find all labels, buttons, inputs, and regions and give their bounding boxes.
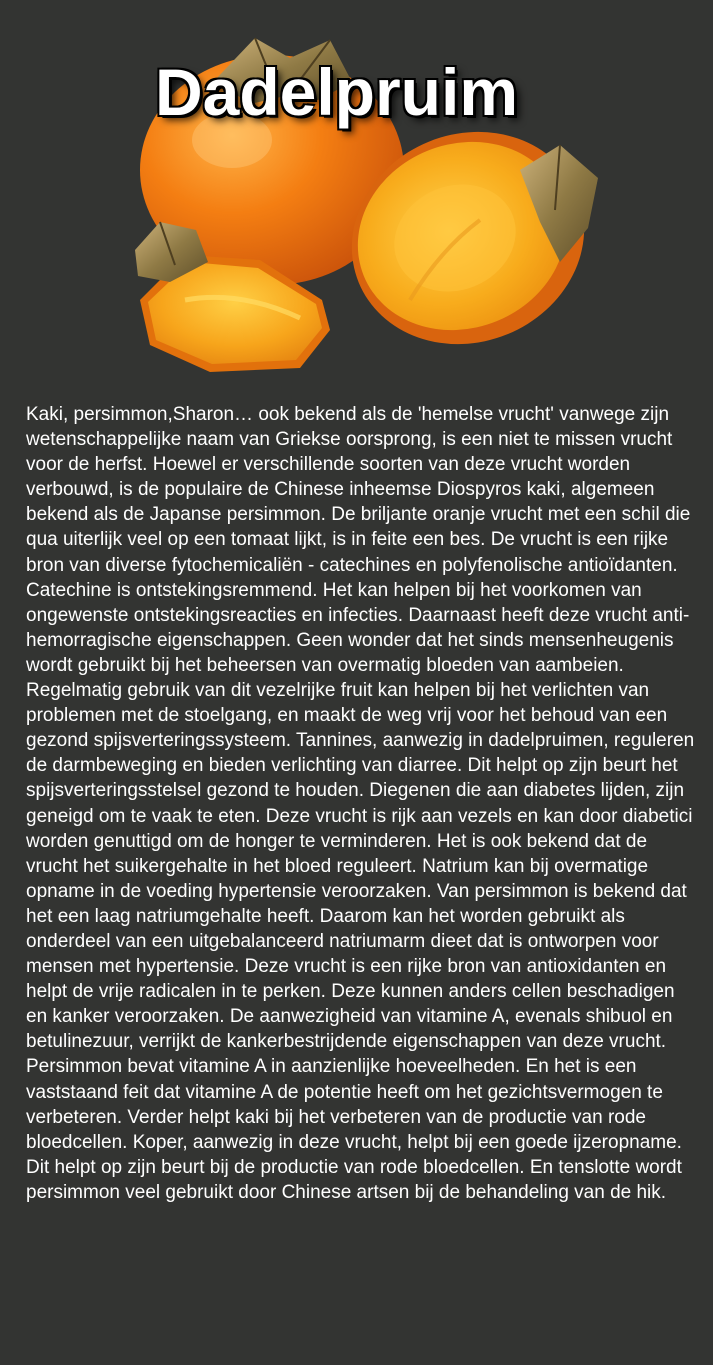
page-title: Dadelpruim	[154, 55, 519, 129]
article-paragraph: Kaki, persimmon,Sharon… ook bekend als de 'hemelse vrucht' vanwege zijn wetenschappelijke naam van Griekse oorsprong, is een niet te missen vrucht voor de herfst. Hoewel er verschillende soorten van deze vrucht worden verbouwd, is de populaire de Chinese inheemse Diospyros kaki, algemeen bekend als de Japanse persimmon. De briljante oranje vrucht met een schil die qua uiterlijk veel op een tomaat lijkt, is in feite een bes. De vrucht is een rijke bron van diverse fytochemicaliën - catechines en polyfenolische antioïdanten. Catechine is ontstekingsremmend. Het kan helpen bij het voorkomen van ongewenste ontstekingsreacties en infecties. Daarnaast heeft deze vrucht anti-hemorragische eigenschappen. Geen wonder dat het sinds mensenheugenis wordt gebruikt bij het beheersen van overmatig bloeden van aambeien. Regelmatig gebruik van dit vezelrijke fruit kan helpen bij het verlichten van problemen met de stoelgang, en maakt de weg vrij voor het behoud van een gezond spijsverteringssysteem. Tannines, aanwezig in dadelpruimen, reguleren de darmbeweging en bieden verlichting van diarree. Dit helpt op zijn beurt het spijsverteringsstelsel gezond te houden. Diegenen die aan diabetes lijden, zijn geneigd om te vaak te eten. Deze vrucht is rijk aan vezels en kan door diabetici worden genuttigd om de honger te verminderen. Het is ook bekend dat de vrucht het suikergehalte in het bloed reguleert. Natrium kan bij overmatige opname in de voeding hypertensie veroorzaken. Van persimmon is bekend dat het een laag natriumgehalte heeft. Daarom kan het worden gebruikt als onderdeel van een uitgebalanceerd natriumarm dieet dat is ontworpen voor mensen met hypertensie. Deze vrucht is een rijke bron van antioxidanten en helpt de vrije radicalen in te perken. Deze kunnen anders cellen beschadigen en kanker veroorzaken. De aanwezigheid van vitamine A, evenals shibuol en betulinezuur, verrijkt de kankerbestrijdende eigenschappen van deze vrucht.	[26, 404, 695, 1053]
article-body	[26, 402, 698, 1205]
article-paragraph: Persimmon bevat vitamine A in aanzienlijke hoeveelheden. En het is een vaststaand feit dat vitamine A de potentie heeft om het gezichtsvermogen te verbeteren. Verder helpt kaki bij het verbeteren van de productie van rode bloedcellen. Koper, aanwezig in deze vrucht, helpt bij een goede ijzeropname. Dit helpt op zijn beurt bij de productie van rode bloedcellen. En tenslotte wordt persimmon veel gebruikt door Chinese artsen bij de behandeling van de hik.	[26, 1056, 682, 1203]
